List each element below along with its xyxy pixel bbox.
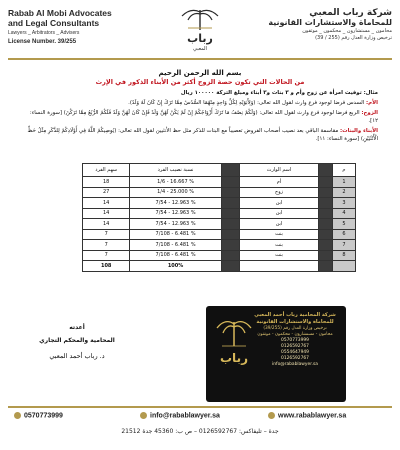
footer-email[interactable]: info@rabablawyer.sa [150,412,220,420]
row-num-cell: 1 [332,177,355,188]
signature-block [22,324,132,360]
prepared-by: أعدته [69,324,85,331]
mother-label: الأم: [366,100,378,106]
row-spacer [318,229,332,240]
row-spacer [221,240,240,251]
row-spacer [221,208,240,219]
row-share-cell: 1/6 - 16.667 % [130,177,221,188]
firm-name-ar-1: شركة رباب المعبي [309,8,392,18]
row-spacer [221,219,240,230]
table-header-row [83,164,356,177]
logo-text: رباب [187,32,213,45]
husband-label: الزوج: [361,110,378,116]
firm-name-en-1: Rabab Al Mobi Advocates [8,8,112,18]
row-share-cell: 7/108 - 6.481 % [130,240,221,251]
total-heir-cell [240,261,318,272]
row-heir-cell: زوج [240,187,318,198]
firm-name-ar-2: للمحاماة والاستشارات القانونية [268,18,392,27]
row-spacer [221,187,240,198]
col-spacer [221,164,240,177]
footer-divider [8,406,392,408]
row-share-cell: 7/54 - 12.963 % [130,208,221,219]
table-row [83,198,356,209]
row-shares-cell: 27 [83,187,130,198]
firm-stamp-card [206,306,346,402]
total-share: 100% [130,261,221,272]
row-heir-cell: ابن [240,198,318,209]
husband-text: الربع فرضا لوجود فرع وارث لقول الله تعالى: (وَلَكُمْ نِصْفُ مَا تَرَكَ أَزْوَاجُكُمْ إِنْ لَمْ يَكُنْ لَهُنَّ وَلَدٌ فَإِنْ كَانَ لَهُنَّ وَلَدٌ فَلَكُمُ الرُّبُعُ مِمَّا تَرَكْنَ) [سورة النساء: ١٢]. [29,110,378,124]
children-paragraph [22,127,378,143]
table-row [83,229,356,240]
row-heir-cell: ابن [240,208,318,219]
col-header-num: م [332,164,355,177]
row-spacer [221,177,240,188]
row-shares-cell: 14 [83,219,130,230]
stamp-roles: محامون - مستشارون - محكمون - موثقون [257,332,333,337]
footer-web[interactable]: www.rabablawyer.sa [278,412,347,420]
row-share-cell: 7/108 - 6.481 % [130,229,221,240]
col-header-shares: سهم الفرد [83,164,130,177]
total-shares: 108 [83,261,130,272]
signer-name: د. رباب أحمد المعبي [49,352,105,360]
table-row [83,240,356,251]
row-spacer [221,229,240,240]
row-share-cell: 7/108 - 6.481 % [130,250,221,261]
row-num-cell: 5 [332,219,355,230]
col-spacer [318,164,332,177]
mother-text: السدس فرضا لوجود فرع وارث لقول الله تعالى: (وَلِأَبَوَيْهِ لِكُلِّ وَاحِدٍ مِنْهُمَا السُّدُسُ مِمَّا تَرَكَ إِنْ كَانَ لَهُ وَلَدٌ). [128,100,367,106]
license-ar: ترخيص وزارة العدل رقم (255 / 39) [315,35,392,41]
row-spacer [221,250,240,261]
logo-subtext: المعبي [193,46,207,52]
row-num-cell: 8 [332,250,355,261]
table-row [83,250,356,261]
row-num-cell: 3 [332,198,355,209]
footer-phone: 0570773999 [24,412,63,420]
row-spacer [318,219,332,230]
row-heir-cell: بنت [240,229,318,240]
row-share-cell: 1/4 - 25.000 % [130,187,221,198]
footer-contacts [10,412,390,424]
phone-icon [14,412,21,419]
stamp-phone-4: 0126592767 [281,356,309,361]
stamp-phone-3: 0554647949 [281,350,309,355]
footer-address: جدة – تليفاكس: 0126592767 – ص ب: 45360 جدة 21512 [121,428,279,435]
row-heir-cell: ابن [240,219,318,230]
stamp-title-1: شركة المحامية رباب أحمد المعبي [254,312,336,318]
basmala: بسم الله الرحمن الرحيم [158,69,242,77]
stamp-phone-1: 0570773999 [281,338,309,343]
firm-roles-en: Lawyers _ Arbitrators _ Advisers [8,30,80,36]
row-share-cell: 7/54 - 12.963 % [130,198,221,209]
signer-title: المحامية والمحكم التجاري [39,337,115,344]
footer-phone-item [14,412,63,419]
row-shares-cell: 14 [83,208,130,219]
table-row [83,177,356,188]
mother-paragraph [22,99,378,107]
row-shares-cell: 7 [83,240,130,251]
row-shares-cell: 14 [83,198,130,209]
row-spacer [318,187,332,198]
total-spacer [318,261,332,272]
row-spacer [221,198,240,209]
row-spacer [318,250,332,261]
document-body [22,68,378,143]
footer-web-item[interactable] [268,412,346,419]
table-row [83,187,356,198]
stamp-email: info@rabablawyer.sa [272,362,318,367]
total-num-cell [332,261,355,272]
row-num-cell: 7 [332,240,355,251]
palm-logo-icon [168,6,232,52]
example-line: مثال: توفيت امرأة عن زوج وأم و ٣ بنات و٣ أبناء ومبلغ التركة ١٠٠٠٠٠ ريال [180,90,378,96]
doc-heading: من الحالات التي تكون حصة الزوج أكثر من الأبناء الذكور في الإرث [95,78,305,86]
header-divider [8,58,392,60]
col-header-heir: اسم الوارث [240,164,318,177]
row-share-cell: 7/54 - 12.963 % [130,219,221,230]
row-num-cell: 6 [332,229,355,240]
row-spacer [318,198,332,209]
children-label: الأبناء والبنات: [340,128,378,134]
stamp-phone-2: 0126592767 [281,344,309,349]
row-num-cell: 2 [332,187,355,198]
heirs-table [82,163,356,272]
row-spacer [318,177,332,188]
table-row [83,208,356,219]
row-num-cell: 4 [332,208,355,219]
husband-paragraph [22,109,378,125]
firm-name-en-2: and Legal Consultants [8,18,100,28]
firm-logo [168,6,232,52]
table-total-row [83,261,356,272]
stamp-title-2: للمحاماة والاستشارات القانونية [256,319,334,325]
row-shares-cell: 7 [83,250,130,261]
header-arabic [242,8,392,41]
globe-icon [268,412,275,419]
table-body [83,177,356,261]
firm-roles-ar: محامون _ مستشارون _ محكمون _ موثقون [302,28,392,34]
row-spacer [318,208,332,219]
col-header-share: نسبة نصيب الفرد [130,164,221,177]
header-english [8,8,148,45]
stamp-logo-text: رباب [220,351,248,365]
row-heir-cell: بنت [240,240,318,251]
stamp-license: ترخيص وزارة العدل رقم (39/255) [263,326,327,331]
table-row [83,219,356,230]
license-en: License Number. 39/255 [8,39,77,45]
row-heir-cell: أم [240,177,318,188]
row-shares-cell: 7 [83,229,130,240]
total-spacer [221,261,240,272]
footer-email-item[interactable] [140,412,220,419]
email-icon [140,412,147,419]
children-text: مقاسمة الباقي بعد نصيب أصحاب الفروض تعصيباً مع البنات للذكر مثل حظ الأنثيين لقول الله تعالى: (يُوصِيكُمُ اللَّهُ فِي أَوْلَادِكُمْ لِلذَّكَرِ مِثْلُ حَظِّ الْأُنْثَيَيْنِ) [سورة النساء: ١١]. [27,128,378,142]
row-shares-cell: 18 [83,177,130,188]
row-heir-cell: بنت [240,250,318,261]
row-spacer [318,240,332,251]
stamp-text [250,312,340,368]
